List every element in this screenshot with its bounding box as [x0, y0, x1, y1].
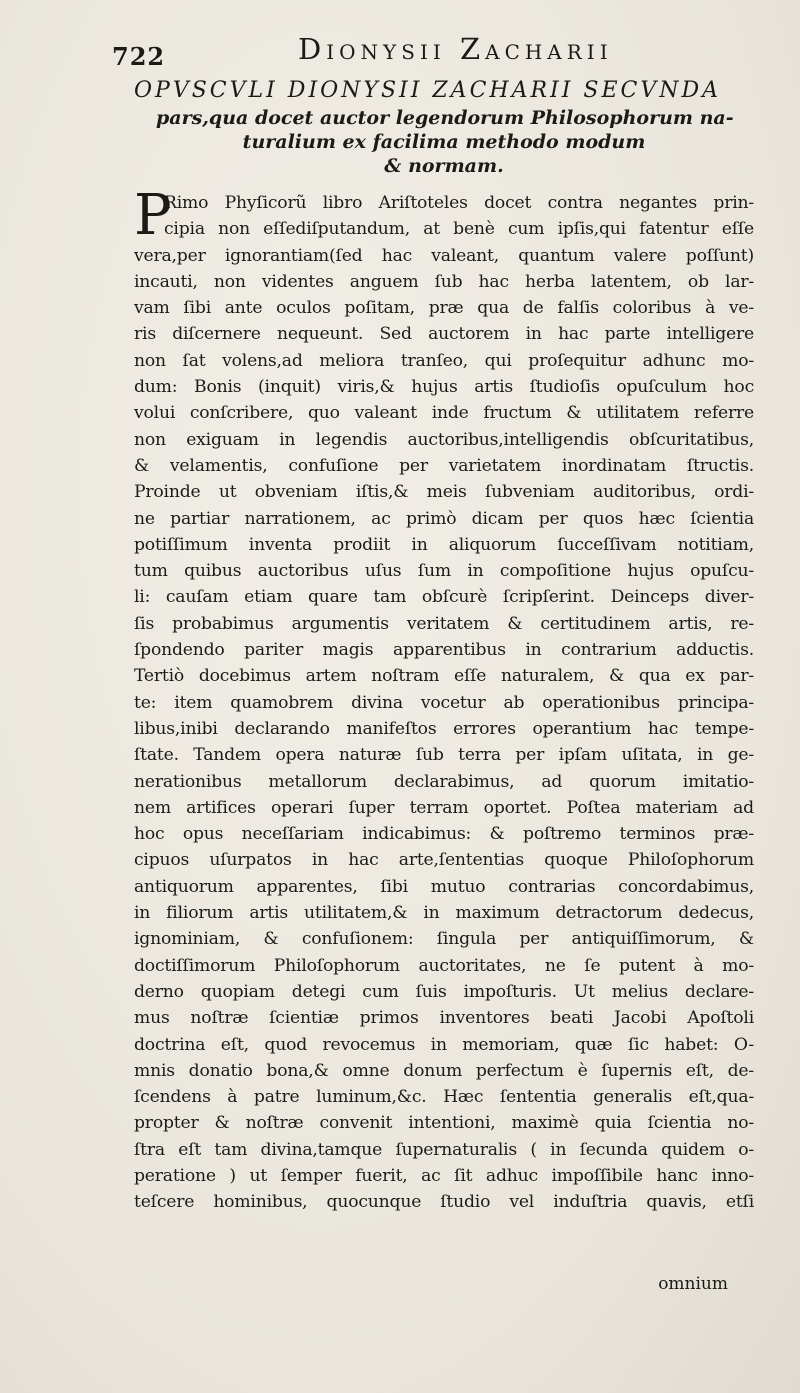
body-line: te: item quamobrem divina vocetur ab operationibus principa- [134, 692, 754, 713]
body-line: volui conſcribere, quo valeant inde fructum & utilitatem referre [134, 403, 754, 424]
body-line: propter & noſtræ convenit intentioni, maximè quia ſcientia no- [134, 1113, 754, 1134]
body-line: ne partiar narrationem, ac primò dicam per quos hæc ſcientia [134, 508, 754, 529]
body-line: incauti, non videntes anguem ſub hac herba latentem, ob lar- [134, 271, 754, 292]
body-line: non ſat volens,ad meliora tranſeo, qui proſequitur adhunc mo- [134, 350, 754, 371]
body-line: dum: Bonis (inquit) viris,& hujus artis ſtudioſis opuſculum hoc [134, 377, 754, 398]
body-line: nem artifices operari ſuper terram oportet. Poſtea materiam ad [134, 797, 754, 818]
body-line: libus,inibi declarando manifeſtos errores operantium hac tempe- [134, 718, 754, 739]
heading-line: turalium ex facilima methodo modum [242, 131, 646, 153]
drop-cap: P [134, 183, 172, 248]
body-line: non exiguam in legendis auctoribus,intelligendis obſcuritatibus, [134, 429, 754, 450]
body-line: Proinde ut obveniam iſtis,& meis ſubveniam auditoribus, ordi- [134, 482, 754, 503]
body-line: Tertiò docebimus artem noſtram eſſe naturalem, & qua ex par- [134, 666, 754, 687]
section-heading [134, 76, 754, 178]
body-line: in filiorum artis utilitatem,& in maximum detractorum dedecus, [134, 903, 754, 924]
body-line: tum quibus auctoribus uſus ſum in compoſitione hujus opuſcu- [134, 561, 754, 582]
running-title: Dionysii Zacharii [298, 32, 613, 66]
body-line: cipia non eſſediſputandum, at benè cum ipſis,qui fatentur eſſe [164, 219, 754, 240]
heading-line: OPVSCVLI DIONYSII ZACHARII SECVNDA [134, 78, 722, 103]
body-line: derno quopiam detegi cum ſuis impoſturis. Ut melius declare- [134, 981, 754, 1002]
body-line: Rimo Phyſicorũ libro Ariſtoteles docet contra negantes prin- [164, 193, 754, 213]
page-number: 722 [112, 42, 166, 71]
body-line: ris diſcernere nequeunt. Sed auctorem in hac parte intelligere [134, 324, 754, 345]
heading-line: & normam. [384, 155, 504, 177]
body-line: vam ſibi ante oculos poſitam, præ qua de falſis coloribus à ve- [134, 298, 754, 319]
body-line: cipuos uſurpatos in hac arte,ſententias quoque Philoſophorum [134, 850, 754, 871]
body-line: vera,per ignorantiam(ſed hac valeant, quantum valere poſſunt) [134, 245, 754, 266]
body-line: mus noſtræ ſcientiæ primos inventores beati Jacobi Apoſtoli [134, 1008, 754, 1029]
body-line: antiquorum apparentes, ſibi mutuo contrarias concordabimus, [134, 876, 754, 897]
body-line: mnis donatio bona,& omne donum perfectum è ſupernis eſt, de- [134, 1060, 754, 1081]
running-head [112, 30, 732, 76]
body-line: teſcere hominibus, quocunque ſtudio vel induſtria quavis, etſi [134, 1192, 754, 1213]
body-line: peratione ) ut ſemper fuerit, ac ſit adhuc impoſſibile hanc inno- [134, 1165, 754, 1186]
body-line: doctrina eſt, quod revocemus in memoriam, quæ ſic habet: O- [134, 1034, 754, 1055]
body-line: nerationibus metallorum declarabimus, ad quorum imitatio- [134, 771, 754, 792]
body-line: li: cauſam etiam quare tam obſcurè ſcripſerint. Deinceps diver- [134, 587, 754, 608]
body-line: ſtate. Tandem opera naturæ ſub terra per ipſam uſitata, in ge- [134, 745, 754, 766]
body-line: doctiſſimorum Philoſophorum auctoritates, ne ſe putent à mo- [134, 955, 754, 976]
body-line: ſtra eſt tam divina,tamque ſupernaturalis ( in ſecunda quidem o- [134, 1139, 754, 1160]
body-line: & velamentis, confuſione per varietatem inordinatam ſtructis. [134, 455, 754, 476]
heading-line: pars,qua docet auctor legendorum Philosophorum na- [156, 107, 734, 129]
body-line: hoc opus neceſſariam indicabimus: & poſtremo terminos præ- [134, 824, 754, 845]
body-text [134, 183, 754, 1216]
body-line: ſcendens à patre luminum,&c. Hæc ſententia generalis eſt,qua- [134, 1087, 754, 1108]
body-line: ſis probabimus argumentis veritatem & certitudinem artis, re- [134, 613, 754, 634]
catchword: omnium [658, 1274, 728, 1294]
body-line: ignominiam, & confuſionem: ſingula per antiquiſſimorum, & [134, 929, 754, 950]
body-line: ſpondendo pariter magis apparentibus in contrarium adductis. [134, 640, 754, 661]
body-line: potiſſimum inventa prodiit in aliquorum ſucceſſivam notitiam, [134, 534, 754, 555]
